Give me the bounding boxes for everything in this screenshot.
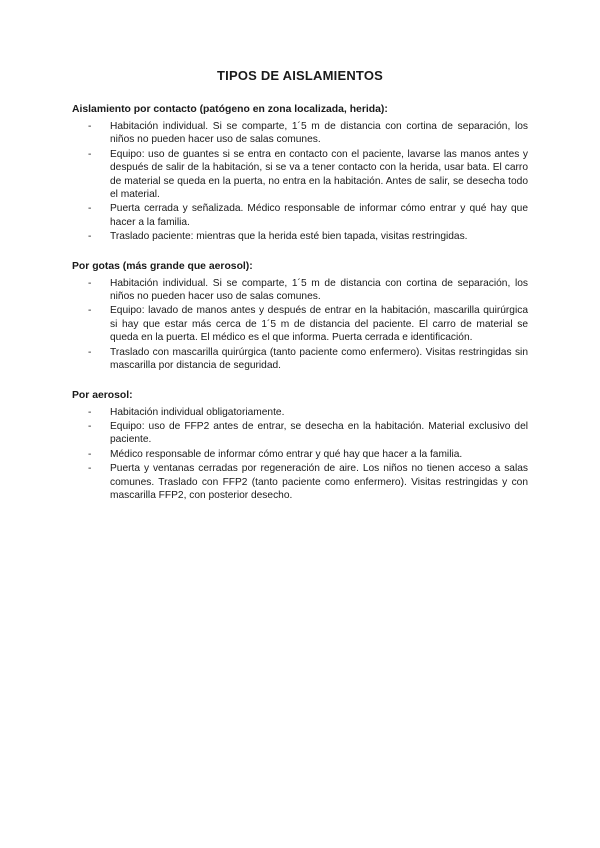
item-text: Traslado paciente: mientras que la herida esté bien tapada, visitas restringidas.: [110, 231, 468, 243]
item-text: Puerta y ventanas cerradas por regeneración de aire. Los niños no tienen acceso a salas comunes. Traslado con FFP2 (tanto paciente como enfermero). Visitas restringidas y con mascarilla FFP2, con posterior desecho.: [110, 463, 528, 501]
dash-bullet: -: [88, 346, 92, 358]
dash-bullet: -: [88, 231, 92, 243]
list-item: [72, 448, 528, 461]
page-title: TIPOS DE AISLAMIENTOS: [217, 68, 383, 83]
list-item: [72, 277, 528, 304]
item-text: Equipo: lavado de manos antes y después de entrar en la habitación, mascarilla quirúrgica si hay que estar más cerca de 1´5 m de distancia del paciente. El carro de material se queda en la puerta. El médico es el que informa. Puerta cerrada e identificación.: [110, 305, 528, 344]
section-heading: Por gotas (más grande que aerosol):: [72, 260, 253, 272]
dash-bullet: -: [88, 305, 92, 317]
item-text: Traslado con mascarilla quirúrgica (tanto paciente como enfermero). Visitas restringidas sin mascarilla por distancia de seguridad.: [110, 346, 528, 372]
list-item: [72, 120, 528, 147]
list-item: [72, 406, 528, 419]
list-item: [72, 148, 528, 202]
section-gotas: [72, 260, 528, 373]
dash-bullet: -: [88, 463, 92, 475]
item-text: Puerta cerrada y señalizada. Médico responsable de informar cómo entrar y qué hay que hacer a la familia.: [110, 203, 528, 228]
list-item: [72, 304, 528, 344]
item-text: Habitación individual. Si se comparte, 1´5 m de distancia con cortina de separación, los niños no pueden hacer uso de salas comunes.: [110, 277, 528, 303]
dash-bullet: -: [88, 420, 92, 432]
item-text: Habitación individual obligatoriamente.: [110, 406, 285, 418]
list-item: [72, 346, 528, 373]
list-item: [72, 230, 528, 243]
section-heading: Aislamiento por contacto (patógeno en zona localizada, herida):: [72, 104, 388, 115]
item-text: Equipo: uso de FFP2 antes de entrar, se desecha en la habitación. Material exclusivo del paciente.: [110, 420, 528, 446]
section-heading: Por aerosol:: [72, 389, 133, 401]
item-text: Equipo: uso de guantes si se entra en contacto con el paciente, lavarse las manos antes y después de salir de la habitación, si se va a tener contacto con la herida, usar bata. El carro de material se queda en la puerta, no entra en la habitación. Antes de salir, se desecha todo el material.: [110, 148, 528, 201]
list-item: [72, 420, 528, 447]
list-item: [72, 462, 528, 502]
section-aerosol: [72, 389, 528, 503]
section-contacto: [72, 103, 528, 244]
dash-bullet: -: [88, 203, 92, 215]
item-text: Habitación individual. Si se comparte, 1´5 m de distancia con cortina de separación, los niños no pueden hacer uso de salas comunes.: [110, 121, 528, 146]
list-item: [72, 202, 528, 229]
dash-bullet: -: [88, 277, 92, 289]
item-text: Médico responsable de informar cómo entrar y qué hay que hacer a la familia.: [110, 448, 463, 460]
dash-bullet: -: [88, 148, 92, 160]
item-list: [72, 277, 528, 373]
item-list: [72, 120, 528, 244]
dash-bullet: -: [88, 406, 92, 418]
dash-bullet: -: [88, 121, 92, 132]
dash-bullet: -: [88, 448, 92, 460]
item-list: [72, 406, 528, 503]
